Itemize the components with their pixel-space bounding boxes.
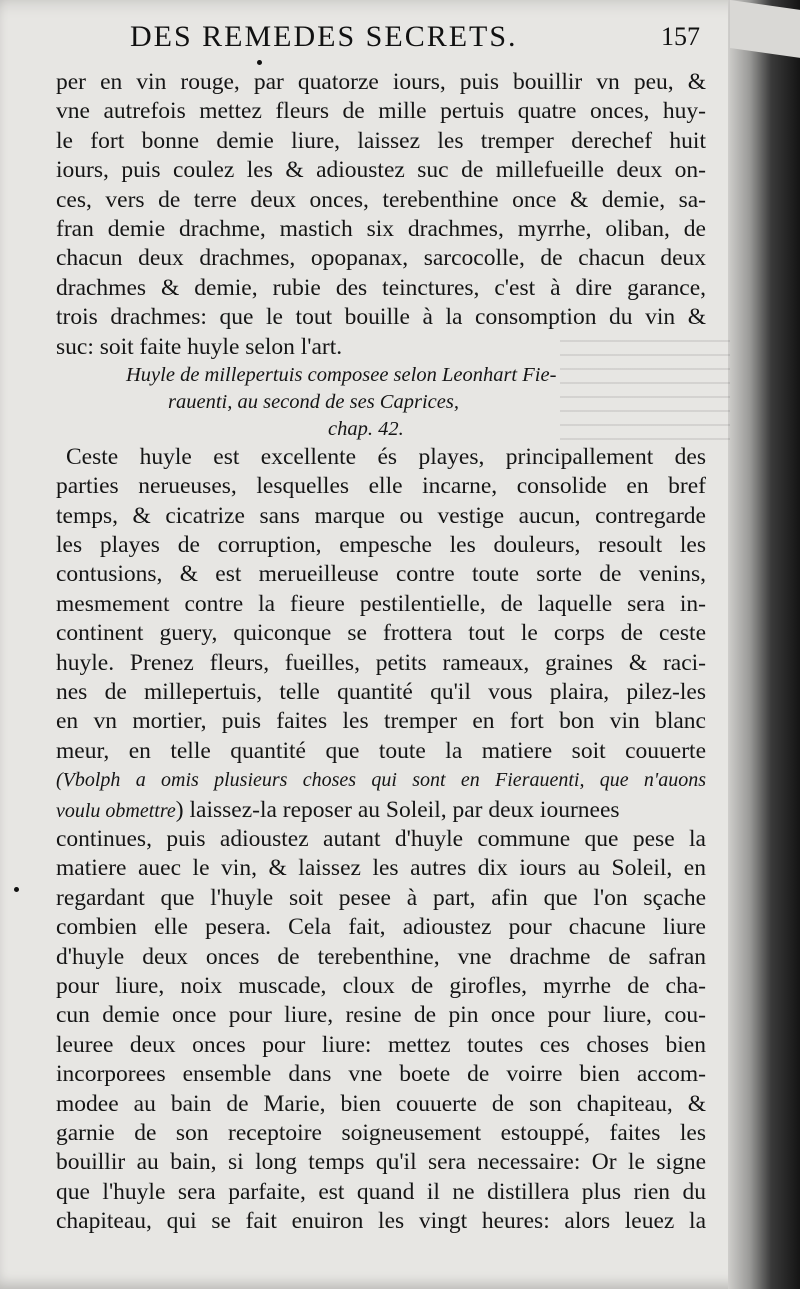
scan-edge-shadow [728, 0, 800, 1289]
text-line: pour liure, noix muscade, cloux de girofles, myrrhe de cha- [56, 972, 706, 999]
text-line: combien elle pesera. Cela fait, adioustez pour chacune liure [56, 914, 706, 941]
text-line: huyle. Prenez fleurs, fueilles, petits rameaux, graines & raci- [56, 649, 706, 676]
section-heading-line-2: rauenti, au second de ses Caprices, [168, 390, 459, 413]
margin-mark [14, 887, 19, 892]
text-line: temps, & cicatrize sans marque ou vestige aucun, contregarde [56, 502, 706, 529]
text-line: continent guery, quiconque se frottera tout le corps de ceste [56, 620, 706, 647]
text-line: contusions, & est merueilleuse contre toute sorte de venins, [56, 561, 706, 588]
text-line: suc: soit faite huyle selon l'art. [56, 333, 343, 360]
text-line: le fort bonne demie liure, laissez les tremper derechef huit [56, 127, 706, 154]
text-line: bouillir au bain, si long temps qu'il sera necessaire: Or le signe [56, 1149, 706, 1176]
text-line: meur, en telle quantité que toute la matiere soit couuerte [56, 737, 706, 764]
page-header [130, 20, 700, 64]
text-line: ces, vers de terre deux onces, terebenthine once & demie, sa- [56, 186, 706, 213]
text-line: incorporees ensemble dans vne boete de voirre bien accom- [56, 1061, 706, 1088]
page-number: 157 [661, 22, 700, 51]
running-title: DES REMEDES SECRETS. [130, 20, 518, 53]
text-line: continues, puis adioustez autant d'huyle commune que pese la [56, 825, 706, 852]
text-line: leuree deux onces pour liure: mettez toutes ces choses bien [56, 1031, 706, 1058]
text-line: en vn mortier, puis faites les tremper en fort bon vin blanc [56, 708, 706, 735]
body-text [56, 68, 706, 1236]
text-line: modee au bain de Marie, bien couuerte de son chapiteau, & [56, 1090, 706, 1117]
text-line: nes de millepertuis, telle quantité qu'il vous plaira, pilez-les [56, 679, 706, 706]
text-line: vne autrefois mettez fleurs de mille pertuis quatre onces, huy- [56, 98, 706, 125]
text-line: drachmes & demie, rubie des teinctures, c'est à dire garance, [56, 274, 706, 301]
text-line: chacun deux drachmes, opopanax, sarcocolle, de chacun deux [56, 245, 706, 272]
mixed-text-line [56, 796, 706, 825]
italic-note-end: voulu obmettre [56, 799, 176, 822]
page-corner-tab [730, 0, 800, 58]
text-line: trois drachmes: que le tout bouille à la consomption du vin & [56, 304, 706, 331]
text-fragment: ) laissez-la reposer au Soleil, par deux iournees [175, 796, 620, 823]
text-line: d'huyle deux onces de terebenthine, vne drachme de safran [56, 943, 706, 970]
text-line: que l'huyle sera parfaite, est quand il ne distillera plus rien du [56, 1178, 706, 1205]
text-line: chapiteau, qui se fait enuiron les vingt heures: alors leuez la [56, 1208, 706, 1235]
italic-note-line: (Vbolph a omis plusieurs choses qui sont en Fierauenti, que n'auons [56, 769, 706, 792]
text-line: iours, puis coulez les & adioustez suc de millefueille deux on- [56, 157, 706, 184]
text-line: parties nerueuses, lesquelles elle incarne, consolide en bref [56, 473, 706, 500]
section-heading-line-1: Huyle de millepertuis composee selon Leonhart Fie- [126, 363, 557, 386]
text-line: mesmement contre la fieure pestilentielle, de laquelle sera in- [56, 590, 706, 617]
text-line: garnie de son receptoire soigneusement estouppé, faites les [56, 1119, 706, 1146]
text-line: fran demie drachme, mastich six drachmes, myrrhe, oliban, de [56, 215, 706, 242]
text-line: per en vin rouge, par quatorze iours, puis bouillir vn peu, & [56, 69, 706, 95]
section-heading-chapter: chap. 42. [328, 417, 404, 440]
ornament-dot [257, 60, 262, 65]
text-line: regardant que l'huyle soit pesee à part, afin que l'on sçache [56, 884, 706, 911]
text-line: matiere auec le vin, & laissez les autres dix iours au Soleil, en [56, 855, 706, 882]
text-line: les playes de corruption, empesche les douleurs, resoult les [56, 532, 706, 559]
text-line: cun demie once pour liure, resine de pin once pour liure, cou- [56, 1002, 706, 1029]
text-line: Ceste huyle est excellente és playes, principallement des [66, 443, 706, 470]
